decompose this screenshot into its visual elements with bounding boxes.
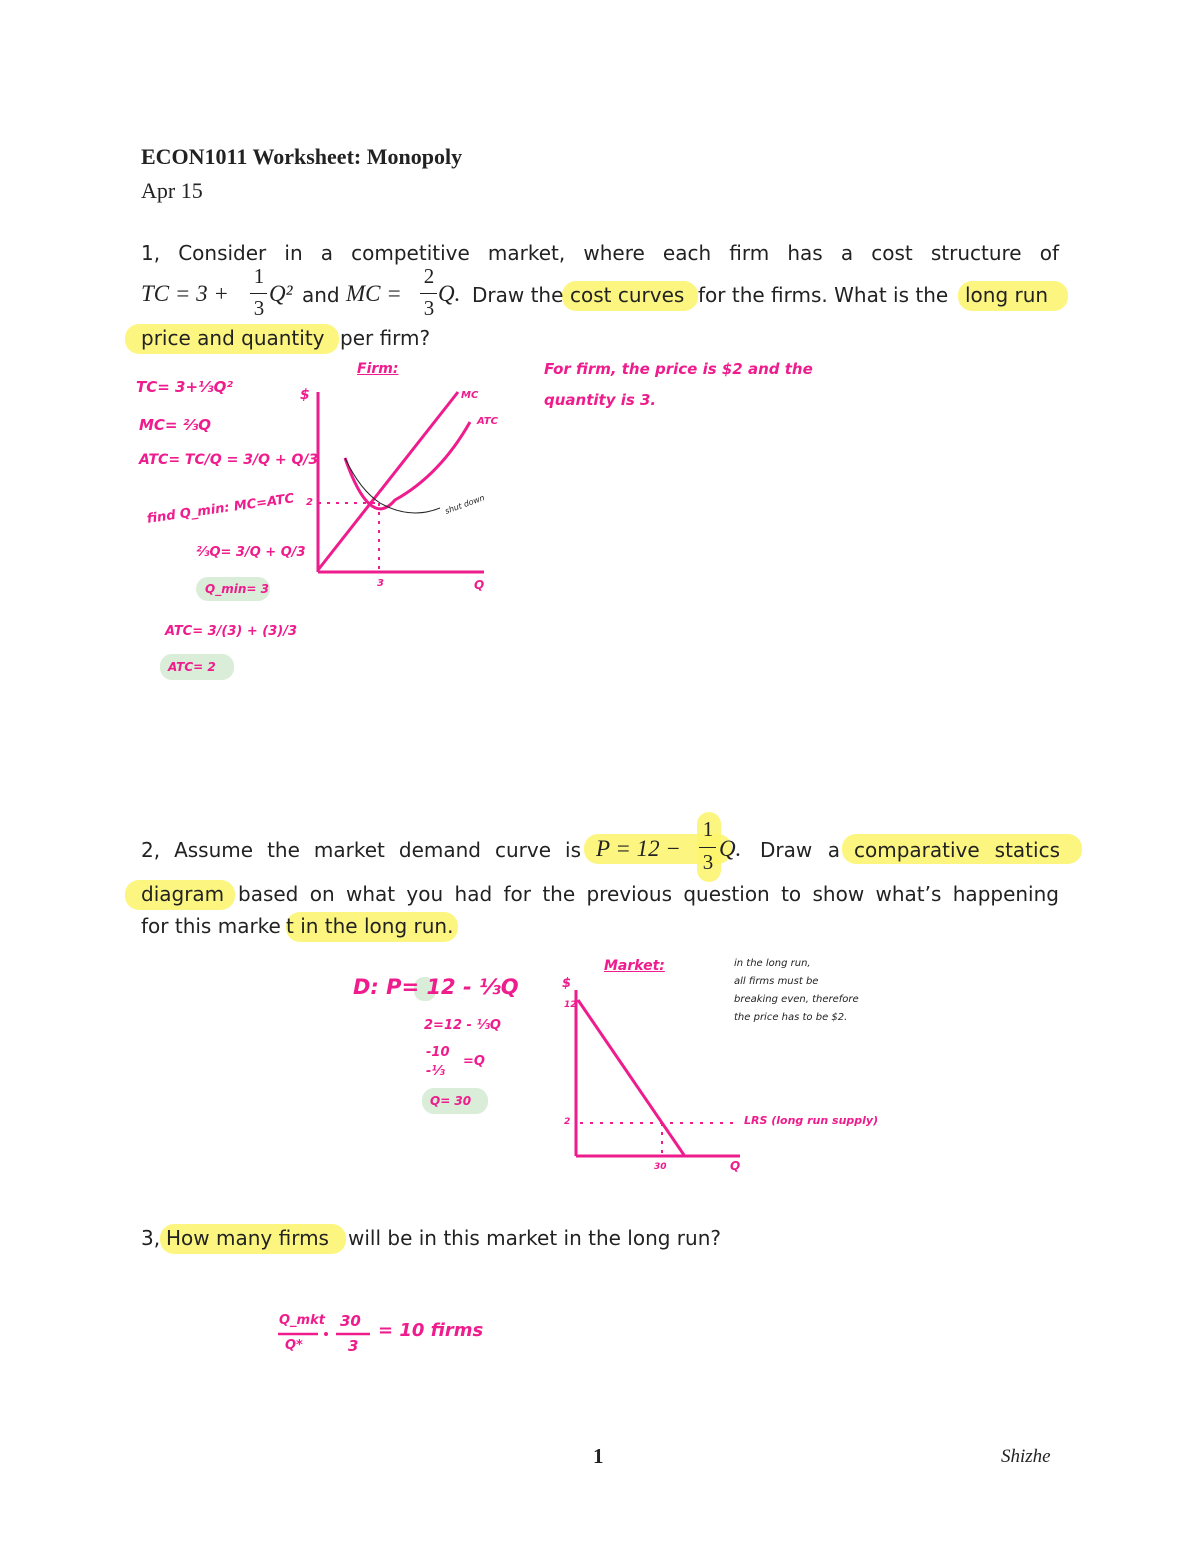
q1-mc-den: 3 xyxy=(423,296,435,320)
firm-graph-title: Firm: xyxy=(357,361,399,377)
note-atc2: ATC= 3/(3) + (3)/3 xyxy=(165,624,298,639)
firm-x-tick: 3 xyxy=(377,578,384,589)
q2-d-den: 3 xyxy=(702,850,714,874)
q1-per-firm: per firm? xyxy=(340,326,431,350)
answer-line1: For firm, the price is $2 and the xyxy=(544,360,813,378)
market-comment-line3: breaking even, therefore xyxy=(734,994,859,1005)
note-tc: TC= 3+⅓Q² xyxy=(136,378,233,396)
note-qmin: Q_min= 3 xyxy=(205,582,269,596)
market-graph-title: Market: xyxy=(604,958,665,974)
q1-mc-lhs: MC = xyxy=(346,281,402,306)
q3-prefix: 3, xyxy=(141,1226,161,1250)
author-name: Shizhe xyxy=(1001,1446,1051,1467)
q3-result: = 10 firms xyxy=(378,1320,484,1341)
note-mc: MC= ⅔Q xyxy=(139,416,212,434)
q3-num-val: 30 xyxy=(340,1312,361,1330)
q1-and: and xyxy=(302,283,340,307)
q3-den-val: 3 xyxy=(348,1337,359,1355)
market-y-tick: 2 xyxy=(564,1117,571,1127)
market-x-axis-label: Q xyxy=(730,1159,741,1173)
q1-tc-den: 3 xyxy=(253,296,265,320)
firm-y-tick: 2 xyxy=(306,497,313,508)
market-y-top-tick: 12 xyxy=(564,1000,577,1010)
market-lrs-label: LRS (long run supply) xyxy=(744,1114,879,1127)
q2-p-lhs: P = 12 − xyxy=(596,836,681,861)
q2-line3-b: t in the long run. xyxy=(286,914,454,938)
firm-shutdown-note: shut down xyxy=(443,493,486,516)
q2-d-num: 1 xyxy=(702,817,714,841)
note-step2c: =Q xyxy=(463,1054,485,1069)
q3-rest: will be in this market in the long run? xyxy=(348,1226,721,1250)
note-atc: ATC= TC/Q = 3/Q + Q/3 xyxy=(139,452,319,468)
q2-start: 2, Assume the market demand curve is xyxy=(141,838,581,862)
page-number: 1 xyxy=(593,1444,604,1468)
q1-price-quantity: price and quantity xyxy=(141,326,325,350)
market-comment-line1: in the long run, xyxy=(734,958,811,969)
q3-how-many: How many firms xyxy=(166,1226,329,1250)
note-atc-result: ATC= 2 xyxy=(168,660,216,674)
q1-tc-num: 1 xyxy=(253,264,265,288)
q1-line1: 1, Consider in a competitive market, where each firm has a cost structure of xyxy=(141,241,1059,265)
q1-cost-curves: cost curves xyxy=(570,283,685,307)
q1-mc-num: 2 xyxy=(423,264,435,288)
market-y-axis-label: $ xyxy=(562,976,572,991)
market-comment-line4: the price has to be $2. xyxy=(734,1012,848,1023)
q1-long-run: long run xyxy=(965,283,1049,307)
note-find-qmin: find Q_min: MC=ATC xyxy=(146,491,296,527)
q2-line2-rest: based on what you had for the previous question to show what’s happening xyxy=(238,882,1059,906)
page-title: ECON1011 Worksheet: Monopoly xyxy=(141,144,463,169)
market-x-tick: 30 xyxy=(654,1162,667,1172)
note-q-result: Q= 30 xyxy=(430,1094,472,1108)
q2-comparative-statics: comparative statics xyxy=(854,838,1060,862)
firm-y-axis-label: $ xyxy=(300,387,310,403)
note-step1: 2=12 - ⅓Q xyxy=(424,1018,501,1033)
q2-diagram: diagram xyxy=(141,882,225,906)
q3-num-label: Q_mkt xyxy=(279,1313,325,1328)
market-comment-line2: all firms must be xyxy=(734,976,819,987)
firm-x-axis-label: Q xyxy=(474,578,485,592)
q1-tc-lhs: TC = 3 + xyxy=(141,281,229,306)
q3-den-label: Q* xyxy=(285,1338,303,1353)
q2-d-term: Q. xyxy=(719,836,742,861)
note-step2b: -⅓ xyxy=(426,1064,445,1079)
page-date: Apr 15 xyxy=(141,178,203,203)
q1-for-firms: for the firms. What is the xyxy=(698,283,949,307)
q3-dot xyxy=(324,1332,328,1336)
q1-tc-term: Q² xyxy=(269,281,293,306)
firm-mc-label: MC xyxy=(461,390,479,401)
note-demand: D: P= 12 - ⅓Q xyxy=(353,975,519,999)
answer-line2: quantity is 3. xyxy=(544,391,657,409)
note-equation: ⅔Q= 3/Q + Q/3 xyxy=(196,545,306,560)
q1-draw-text: Draw the xyxy=(472,283,564,307)
q1-mc-term: Q. xyxy=(438,281,461,306)
firm-atc-label: ATC xyxy=(477,416,498,427)
note-step2a: -10 xyxy=(426,1045,450,1060)
q2-line3-a: for this marke xyxy=(141,914,281,938)
q2-draw-a: Draw a xyxy=(760,838,840,862)
